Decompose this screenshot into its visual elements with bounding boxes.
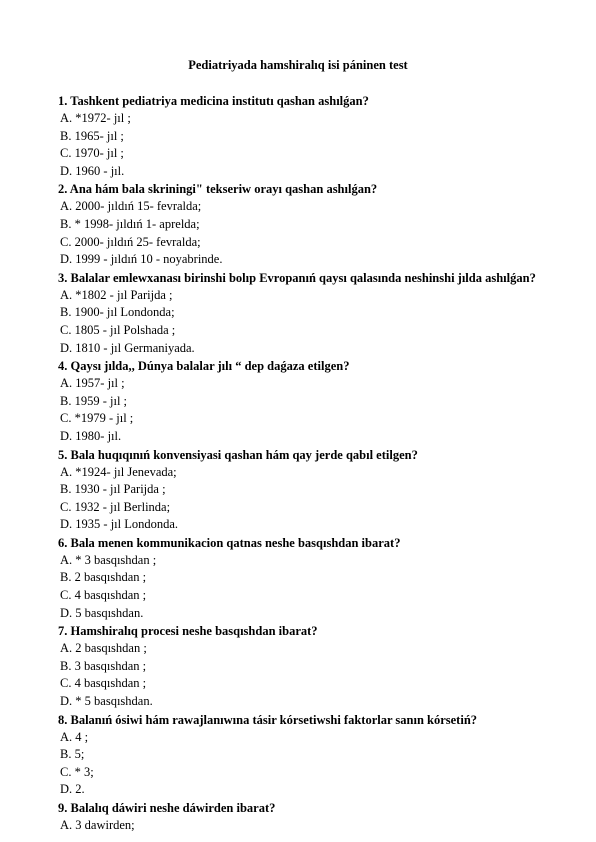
question-block	[58, 446, 558, 534]
answer-option: C. 4 basqıshdan ;	[60, 588, 147, 603]
answer-option: B. 1930 - jıl Parijda ;	[60, 482, 166, 497]
document-title: Pediatriyada hamshiralıq isi páninen test	[188, 58, 408, 72]
answer-option: D. 1960 - jıl.	[60, 163, 125, 178]
question-block	[58, 534, 558, 622]
question-text: 1. Tashkent pediatriya medicina institutı qashan ashılǵan?	[58, 94, 369, 108]
question-text: 9. Balalıq dáwiri neshe dáwirden ibarat?	[58, 801, 276, 815]
question-block	[58, 799, 558, 835]
answer-option: B. 3 basqıshdan ;	[60, 658, 147, 673]
answer-option: D. 2.	[60, 782, 85, 797]
answer-option: D. * 5 basqıshdan.	[60, 694, 153, 709]
question-text: 7. Hamshiralıq procesi neshe basqıshdan ibarat?	[58, 624, 318, 639]
answer-option: A. 4 ;	[60, 729, 89, 744]
answer-option: A. *1924- jıl Jenevada;	[60, 464, 177, 479]
answer-option: A. * 3 basqıshdan ;	[60, 552, 157, 567]
answer-option: C. 2000- jıldıń 25- fevralda;	[60, 234, 201, 249]
answer-option: B. 1900- jıl Londonda;	[60, 305, 175, 320]
answer-option: B. 1965- jıl ;	[60, 128, 124, 143]
question-block	[58, 357, 558, 445]
question-text: 3. Balalar emlewxanası birinshi bolıp Evropanıń qaysı qalasında neshinshi jılda ashılǵan?	[58, 270, 536, 285]
question-text: 8. Balanıń ósiwi hám rawajlanıwına tásir kórsetiwshi faktorlar sanın kórsetiń?	[58, 712, 478, 727]
answer-option: B. 1959 - jıl ;	[60, 393, 128, 408]
answer-option: D. 1810 - jıl Germaniyada.	[60, 340, 195, 355]
question-block	[58, 622, 558, 710]
question-text: 4. Qaysı jılda,, Dúnya balalar jılı “ dep daǵaza etilgen?	[58, 359, 350, 374]
answer-option: A. *1972- jıl ;	[60, 111, 131, 125]
question-block	[58, 92, 558, 180]
question-text: 6. Bala menen kommunikacion qatnas neshe basqıshdan ibarat?	[58, 535, 401, 550]
answer-option: C. 4 basqıshdan ;	[60, 676, 147, 691]
answer-option: C. *1979 - jıl ;	[60, 411, 134, 426]
question-text: 2. Ana hám bala skriningi" tekseriw orayı qashan ashılǵan?	[58, 182, 378, 197]
answer-option: C. 1932 - jıl Berlinda;	[60, 499, 171, 514]
question-list	[58, 92, 558, 835]
answer-option: A. *1802 - jıl Parijda ;	[60, 287, 173, 302]
answer-option: A. 2 basqıshdan ;	[60, 641, 147, 656]
answer-option: B. 5;	[60, 747, 85, 762]
answer-option: A. 3 dawirden;	[60, 818, 135, 832]
answer-option: D. 1980- jıl.	[60, 428, 122, 443]
question-block	[58, 711, 558, 799]
answer-option: B. * 1998- jıldıń 1- aprelda;	[60, 216, 200, 231]
answer-option: A. 2000- jıldıń 15- fevralda;	[60, 199, 202, 214]
question-block	[58, 180, 558, 268]
question-text: 5. Bala huqıqınıń konvensiyasi qashan hám qay jerde qabıl etilgen?	[58, 447, 418, 462]
answer-option: C. 1805 - jıl Polshada ;	[60, 322, 176, 337]
answer-option: C. 1970- jıl ;	[60, 146, 124, 161]
answer-option: D. 5 basqıshdan.	[60, 605, 144, 620]
answer-option: C. * 3;	[60, 764, 94, 779]
answer-option: D. 1935 - jıl Londonda.	[60, 517, 179, 532]
question-block	[58, 269, 558, 357]
answer-option: D. 1999 - jıldıń 10 - noyabrinde.	[60, 252, 223, 267]
answer-option: A. 1957- jıl ;	[60, 376, 125, 391]
answer-option: B. 2 basqıshdan ;	[60, 570, 147, 585]
